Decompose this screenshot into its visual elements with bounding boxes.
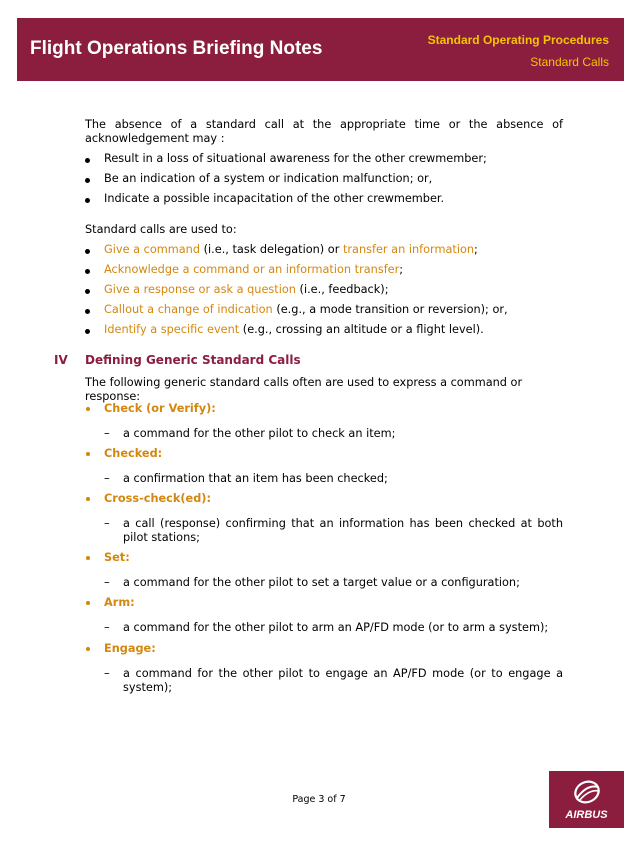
bullet-icon — [86, 407, 90, 411]
call-term-text: Engage: — [104, 642, 156, 655]
highlight-text: Acknowledge a command or an information transfer — [104, 263, 400, 276]
call-term-text: Checked: — [104, 447, 163, 460]
call-description — [85, 517, 563, 545]
call-item — [85, 596, 563, 635]
call-description-text: a command for the other pilot to check an item; — [123, 427, 396, 440]
bullet-icon — [85, 329, 90, 334]
bullet-icon — [85, 289, 90, 294]
bullet-icon — [85, 158, 90, 163]
bullet-icon — [85, 178, 90, 183]
call-description — [85, 472, 563, 486]
list-item-text: Indicate a possible incapacitation of the other crewmember. — [104, 192, 445, 205]
call-description-text: a command for the other pilot to arm an AP/FD mode (or to arm a system); — [123, 621, 549, 634]
dash-icon: – — [104, 517, 110, 530]
call-term — [85, 447, 563, 461]
list-item — [85, 283, 563, 297]
list-item — [85, 192, 563, 206]
call-item — [85, 402, 563, 441]
bullet-icon — [85, 249, 90, 254]
airbus-emblem-icon — [571, 778, 603, 806]
dash-icon: – — [104, 427, 110, 440]
page-number: Page 3 of 7 — [292, 794, 346, 805]
call-term — [85, 402, 563, 416]
call-term — [85, 492, 563, 506]
call-item — [85, 642, 563, 695]
call-description — [85, 427, 563, 441]
logo-text: AIRBUS — [565, 809, 608, 821]
header-banner — [17, 18, 624, 81]
call-description-text: a command for the other pilot to engage an AP/FD mode (or to engage a system); — [123, 667, 563, 694]
list-item — [85, 172, 563, 186]
list-item-text: (i.e., feedback); — [295, 283, 389, 296]
bullet-icon — [86, 556, 90, 560]
bullet-icon — [86, 601, 90, 605]
list-item — [85, 303, 563, 317]
dash-icon: – — [104, 472, 110, 485]
list-item-text: ; — [399, 263, 404, 276]
list-item-text: (e.g., a mode transition or reversion); or, — [272, 303, 508, 316]
highlight-text: Callout a change of indication — [104, 303, 273, 316]
highlight-text: Give a command — [104, 243, 201, 256]
call-item — [85, 551, 563, 590]
consequence-list — [85, 152, 563, 206]
call-description — [85, 621, 563, 635]
uses-list — [85, 243, 563, 337]
bullet-icon — [86, 647, 90, 651]
call-term-text: Check (or Verify): — [104, 402, 216, 415]
section-number: IV — [54, 353, 68, 367]
bullet-icon — [85, 198, 90, 203]
call-description-text: a call (response) confirming that an information has been checked at both pilot stations; — [123, 517, 563, 544]
call-description — [85, 667, 563, 695]
highlight-text: Identify a specific event — [104, 323, 240, 336]
list-item-text: (i.e., task delegation) or — [200, 243, 343, 256]
intro-block — [85, 118, 563, 337]
section-intro-text: The following generic standard calls often are used to express a command or response: — [85, 376, 523, 403]
bullet-icon — [86, 497, 90, 501]
list-item — [85, 323, 563, 337]
dash-icon: – — [104, 576, 110, 589]
bullet-icon — [86, 452, 90, 456]
airbus-logo — [549, 771, 624, 828]
bullet-icon — [85, 269, 90, 274]
call-term — [85, 551, 563, 565]
list-item-text: Result in a loss of situational awareness for the other crewmember; — [104, 152, 487, 165]
list-item — [85, 263, 563, 277]
bullet-icon — [85, 309, 90, 314]
section-intro — [85, 376, 563, 404]
dash-icon: – — [104, 621, 110, 634]
call-item — [85, 492, 563, 545]
call-description-text: a confirmation that an item has been checked; — [123, 472, 388, 485]
call-description-text: a command for the other pilot to set a target value or a configuration; — [123, 576, 520, 589]
call-item — [85, 447, 563, 486]
uses-paragraph: Standard calls are used to: — [85, 223, 237, 236]
list-item — [85, 152, 563, 166]
section-title: Defining Generic Standard Calls — [85, 353, 301, 367]
call-term-text: Cross-check(ed): — [104, 492, 211, 505]
call-term — [85, 642, 563, 656]
header-category: Standard Operating Procedures — [427, 33, 609, 47]
list-item-text: (e.g., crossing an altitude or a flight level). — [239, 323, 484, 336]
intro-paragraph: The absence of a standard call at the appropriate time or the absence of acknowledgement may : — [85, 118, 563, 145]
header-subtitle: Standard Calls — [530, 55, 609, 69]
document-title: Flight Operations Briefing Notes — [30, 38, 323, 59]
dash-icon: – — [104, 667, 110, 680]
highlight-text: transfer an information — [342, 243, 475, 256]
call-term-text: Arm: — [104, 596, 135, 609]
list-item-text: ; — [474, 243, 478, 256]
list-item — [85, 243, 563, 257]
header-right — [428, 33, 609, 69]
list-item-text: Be an indication of a system or indication malfunction; or, — [104, 172, 433, 185]
call-description — [85, 576, 563, 590]
call-term — [85, 596, 563, 610]
call-term-text: Set: — [104, 551, 130, 564]
highlight-text: Give a response or ask a question — [104, 283, 296, 296]
